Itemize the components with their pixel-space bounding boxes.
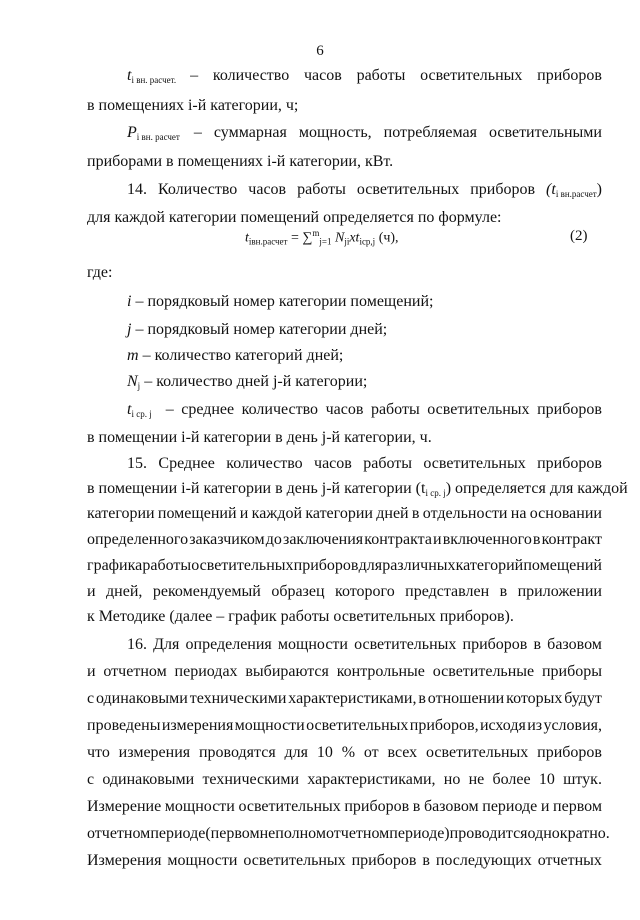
word: первом	[553, 798, 602, 815]
p15-line3	[87, 504, 602, 524]
item-text: – порядковый номер категории помещений;	[131, 293, 434, 310]
word: приборов	[351, 852, 417, 869]
symbol: P	[127, 124, 137, 141]
p14-line2: для каждой категории помещений определяется по формуле:	[87, 209, 502, 226]
formula-sum-sub: j=1	[319, 236, 332, 247]
word: приборы	[541, 663, 602, 680]
words	[87, 716, 602, 736]
word: приборов	[470, 181, 536, 198]
word: приборов,	[409, 717, 479, 734]
word: –	[190, 67, 199, 84]
word: –	[165, 401, 174, 418]
word: осветительных	[238, 798, 341, 815]
word: заказчиком	[189, 531, 265, 548]
word: проведены	[87, 717, 161, 734]
p15-line4	[87, 530, 602, 550]
formula-x-sub: icp,j	[359, 236, 376, 247]
word: Для	[153, 636, 180, 653]
p15-line5	[87, 556, 602, 576]
formula-n: N	[331, 230, 345, 246]
words	[87, 689, 602, 709]
word: для	[358, 557, 383, 574]
formula-lhs: t	[245, 230, 249, 246]
word: работы	[356, 67, 406, 84]
words	[87, 556, 602, 576]
word: включенного	[442, 531, 532, 548]
word: в	[412, 798, 421, 815]
word: контракта	[364, 531, 432, 548]
words	[87, 851, 602, 871]
word: приборов	[537, 744, 602, 761]
words	[127, 180, 602, 204]
p16-line1	[127, 635, 602, 655]
subscript: i ср. j	[131, 409, 152, 419]
word: проводится	[449, 825, 528, 842]
word: характеристиками,	[288, 690, 417, 707]
word: из	[527, 717, 543, 734]
word: однократно.	[527, 825, 610, 842]
word: отчетном	[87, 825, 151, 842]
p16-line7	[87, 797, 602, 817]
word: образец	[271, 583, 325, 600]
word: отчетном	[325, 825, 390, 842]
word: работы	[363, 455, 413, 472]
word: которого	[335, 583, 395, 600]
p16-line4	[87, 716, 602, 736]
word: приборов	[293, 557, 359, 574]
item-text: – порядковый номер категории дней;	[131, 321, 388, 338]
word: Среднее	[158, 455, 215, 472]
p15-line2a: в помещении i-й категории в день j-й категории (t	[87, 480, 426, 497]
word: с	[87, 690, 95, 707]
word: мощности	[234, 717, 305, 734]
word: часов	[304, 67, 342, 84]
word: –	[193, 124, 202, 141]
word: последующих	[435, 852, 532, 869]
word: различных	[382, 557, 456, 574]
word: осветительных	[427, 401, 530, 418]
word: измерения	[161, 717, 234, 734]
p16-line5	[87, 743, 602, 763]
def1-line1	[127, 66, 602, 90]
word: в	[532, 531, 541, 548]
word: от	[363, 744, 379, 761]
words	[87, 504, 602, 524]
word: периоде	[482, 798, 538, 815]
formula-sum: ∑	[302, 230, 313, 246]
word: дней,	[106, 583, 143, 600]
word: 14.	[127, 181, 147, 198]
formula-eq: =	[287, 230, 303, 246]
word: и	[87, 583, 96, 600]
word: характеристиками,	[307, 771, 436, 788]
word: среднее	[181, 401, 235, 418]
word: категории	[87, 505, 155, 522]
word: осветительных	[356, 181, 460, 198]
word: базовом	[423, 798, 479, 815]
paren: )	[596, 181, 602, 198]
def1-line2: в помещениях i-й категории, ч;	[87, 97, 299, 114]
word: осветительных	[423, 455, 526, 472]
word: помещений	[157, 505, 237, 522]
words	[194, 123, 602, 147]
word: количество	[241, 401, 319, 418]
word: (первом	[205, 825, 260, 842]
word: осветительными	[489, 124, 602, 141]
formula-x: xt	[349, 230, 360, 246]
word: приборов	[462, 636, 528, 653]
word: количество	[226, 455, 303, 472]
p16-line8	[87, 824, 610, 844]
word: представлен	[405, 583, 490, 600]
word: периоде	[150, 825, 206, 842]
word: основании	[529, 505, 602, 522]
word: графика	[87, 557, 143, 574]
subscript: i вн. расчет.	[131, 75, 177, 85]
words	[87, 797, 602, 817]
item-i	[127, 292, 433, 312]
item-n	[127, 372, 367, 396]
words	[190, 66, 602, 90]
word: дней	[376, 505, 409, 522]
word: в	[499, 583, 508, 600]
word: осветительных	[191, 557, 294, 574]
word: помещений	[523, 557, 602, 574]
word: категорий	[455, 557, 524, 574]
word: и	[433, 531, 442, 548]
word: мощность,	[298, 124, 372, 141]
word: часов	[325, 401, 364, 418]
word: 10	[538, 771, 555, 788]
word: выбираются	[245, 663, 329, 680]
word: базовом	[547, 636, 602, 653]
words	[87, 530, 602, 550]
words	[87, 824, 610, 844]
word: в	[422, 852, 430, 869]
word: которых	[506, 690, 563, 707]
word: количество	[212, 67, 290, 84]
def2-line1	[127, 123, 602, 147]
word: категории	[305, 505, 373, 522]
word: определенного	[87, 531, 189, 548]
word: техническими	[189, 690, 287, 707]
formula-n-sub: ji	[344, 236, 350, 247]
word: контрольные	[336, 663, 425, 680]
word: не	[468, 771, 485, 788]
symbol: t	[127, 67, 132, 84]
symbol: m	[127, 347, 139, 364]
word: осветительных	[354, 636, 457, 653]
item-text: – количество дней j-й категории;	[140, 373, 368, 390]
word: 15.	[127, 455, 147, 472]
word: часов	[248, 181, 287, 198]
p15-line7: к Методике (далее – график работы осветительных приборов).	[87, 608, 514, 625]
word: осветительных	[243, 852, 346, 869]
word: Количество	[158, 181, 238, 198]
p14-line1	[127, 180, 602, 204]
word: условия,	[543, 717, 602, 734]
word: техническими	[202, 771, 300, 788]
word: проводятся	[198, 744, 276, 761]
word: отношении	[427, 690, 505, 707]
subscript: i ср. j	[425, 488, 446, 498]
word: потребляемая	[383, 124, 477, 141]
formula	[245, 228, 399, 247]
word: приборов	[344, 798, 410, 815]
words	[87, 770, 602, 790]
word: суммарная	[213, 124, 287, 141]
words	[127, 454, 602, 474]
words	[127, 635, 602, 655]
words	[87, 743, 602, 763]
word: Измерения	[87, 852, 162, 869]
word: но	[443, 771, 461, 788]
word: работы	[297, 181, 346, 198]
word: для	[284, 744, 309, 761]
formula-unit: (ч),	[375, 230, 399, 246]
def-tcp-line2: в помещении i-й категории в день j-й категории, ч.	[87, 429, 432, 446]
word: приборов	[537, 401, 602, 418]
word: одинаковыми	[102, 771, 195, 788]
equation-number: (2)	[570, 228, 588, 244]
p15-line6	[87, 582, 602, 602]
word: периоде)	[389, 825, 450, 842]
word: осветительных	[420, 67, 523, 84]
word: заключения	[283, 531, 364, 548]
item-j	[127, 320, 387, 340]
p15-line2b: ) определяется для каждой	[445, 480, 628, 497]
p15-line2	[87, 479, 628, 503]
symbol: t	[127, 401, 132, 418]
word: мощности	[167, 852, 238, 869]
word: мощности	[277, 636, 348, 653]
word: отчетном	[103, 663, 167, 680]
word: измерения	[118, 744, 191, 761]
word: осветительных	[426, 744, 529, 761]
p16-line3	[87, 689, 602, 709]
word: %	[341, 744, 356, 761]
word: приборов	[537, 67, 602, 84]
word: на	[510, 505, 527, 522]
word	[546, 180, 602, 204]
words	[87, 582, 602, 602]
word: что	[87, 744, 110, 761]
words	[87, 662, 602, 682]
symbol: N	[127, 373, 138, 390]
word: работы	[370, 401, 420, 418]
word: определения	[185, 636, 272, 653]
page-number: 6	[316, 43, 324, 59]
word: неполном	[259, 825, 326, 842]
word: в	[533, 636, 542, 653]
word: исходя	[479, 717, 526, 734]
word: до	[265, 531, 282, 548]
word: отдельности	[422, 505, 508, 522]
subscript: i вн.расчет	[555, 189, 597, 199]
subscript: i вн. расчет	[136, 132, 180, 142]
def2-line2: приборами в помещениях i-й категории, кВт.	[87, 153, 394, 170]
word: каждой	[251, 505, 303, 522]
word: осветительных	[306, 717, 409, 734]
word: рекомендуемый	[152, 583, 261, 600]
words	[166, 400, 602, 424]
word: штук.	[563, 771, 602, 788]
p16-line2	[87, 662, 602, 682]
where-label: где:	[87, 264, 113, 281]
word: осветительные	[432, 663, 535, 680]
word: приборов	[537, 455, 602, 472]
word: Измерение	[87, 798, 162, 815]
word: приложении	[517, 583, 602, 600]
word: 16.	[127, 636, 147, 653]
word: с	[87, 771, 95, 788]
word: и	[540, 798, 550, 815]
p16-line6	[87, 770, 602, 790]
word: работы	[142, 557, 192, 574]
p16-line9	[87, 851, 602, 871]
symbol: (t	[546, 181, 556, 198]
item-text: – количество категорий дней;	[138, 347, 344, 364]
def-tcp-line1	[127, 400, 602, 424]
word: более	[492, 771, 531, 788]
word: всех	[387, 744, 418, 761]
word: одинаковыми	[95, 690, 188, 707]
symbol: j	[127, 321, 132, 338]
word: в	[411, 505, 420, 522]
word: 10	[316, 744, 333, 761]
word: и	[239, 505, 249, 522]
word: и	[87, 663, 96, 680]
subscript: j	[137, 381, 141, 391]
word: периодах	[174, 663, 238, 680]
symbol: i	[127, 293, 132, 310]
formula-sum-sup: m	[312, 228, 320, 238]
formula-lhs-sub: iвн.расчет	[248, 236, 288, 247]
word: контракт	[541, 531, 602, 548]
item-m	[127, 346, 343, 366]
word: в	[418, 690, 426, 707]
word: отчетных	[537, 852, 602, 869]
word: часов	[314, 455, 352, 472]
word: мощности	[164, 798, 235, 815]
p15-line1	[127, 454, 602, 474]
word: будут	[564, 690, 602, 707]
